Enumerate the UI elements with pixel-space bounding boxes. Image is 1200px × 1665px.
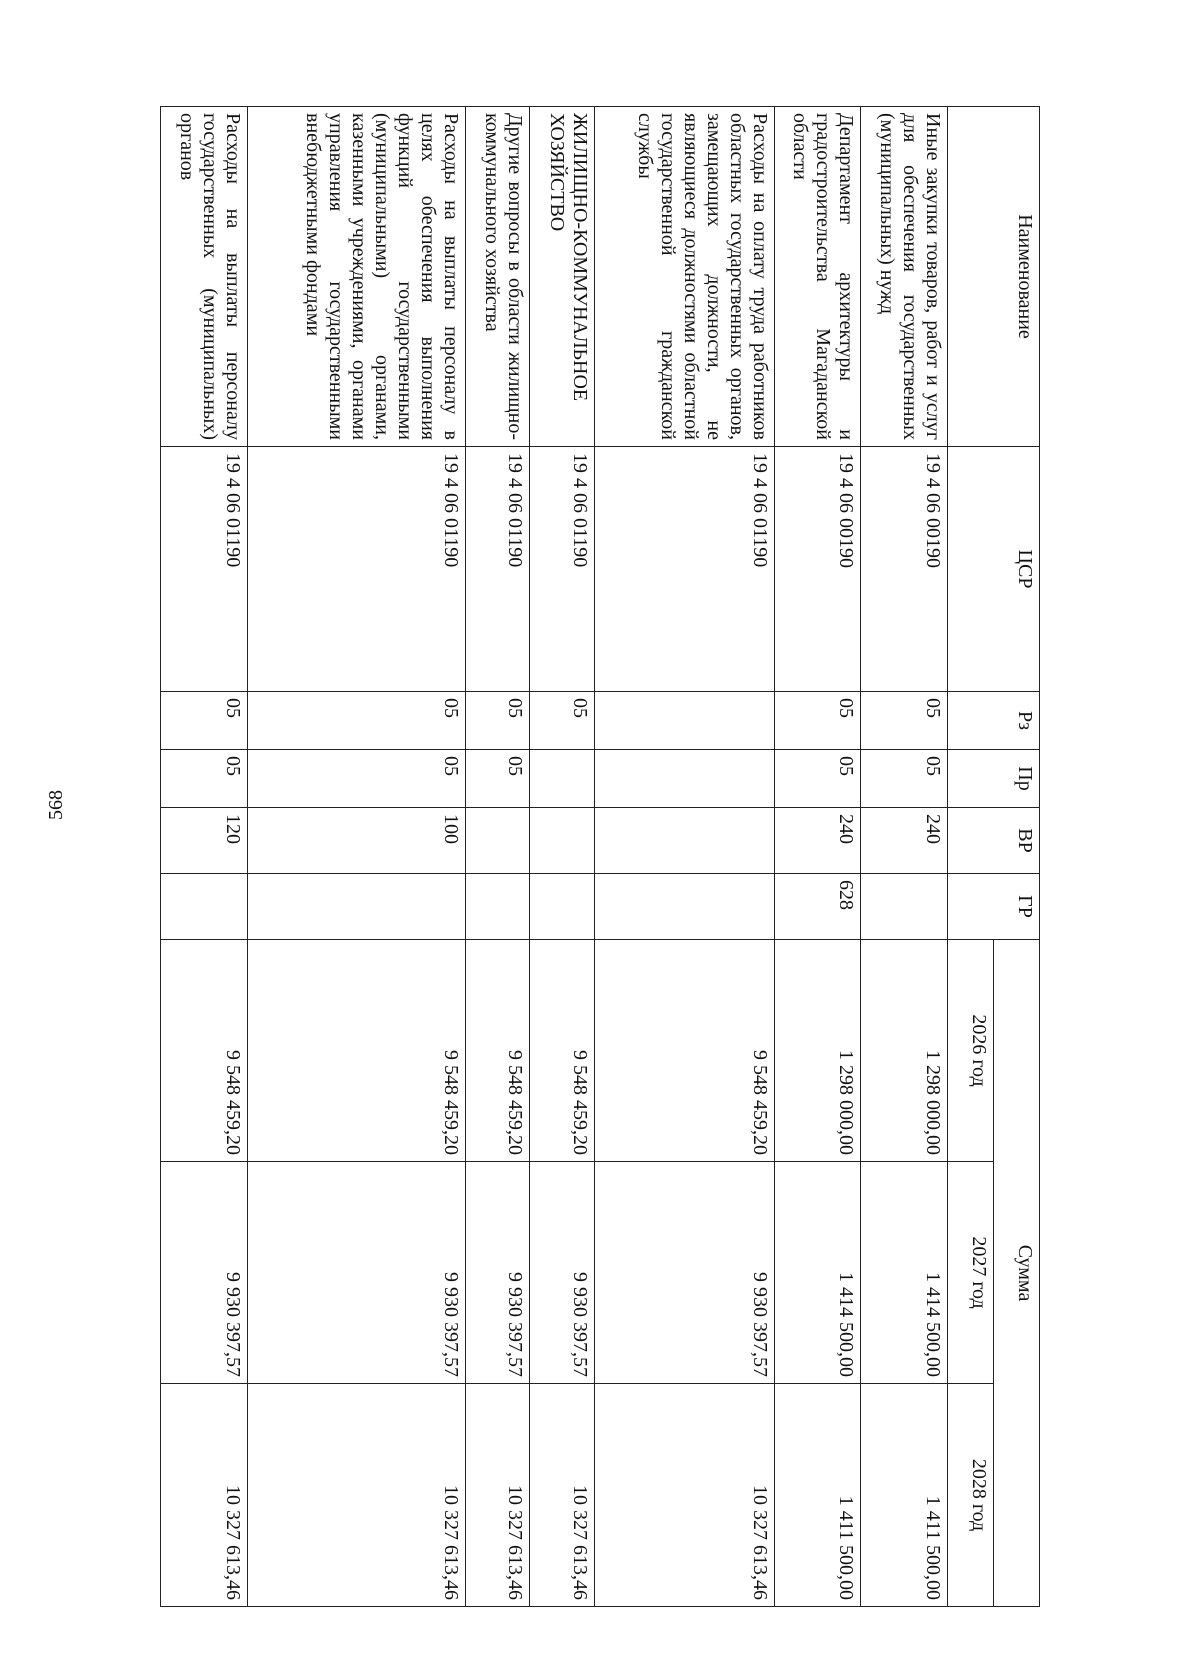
cell-2026: 1 298 000,00	[861, 940, 948, 1162]
cell-name: Расходы на выплаты персоналу в целях обеспечения выполнения функций государственными (муниципальными) органами, казенными учреждениями, органами управления государственными внебюджетными фондами	[247, 107, 465, 447]
cell-name: Расходы на оплату труда работников областных государственных органов, замещающих должности, не являющиеся должностями областной государственной гражданской службы	[594, 107, 774, 447]
header-name: Наименование	[948, 107, 1040, 447]
header-2028: 2028 год	[948, 1384, 994, 1607]
cell-rz: 05	[247, 692, 465, 750]
cell-rz: 05	[465, 692, 529, 750]
header-csr: ЦСР	[948, 447, 1040, 692]
table-row	[247, 107, 465, 1607]
cell-2028: 10 327 613,46	[530, 1384, 594, 1607]
rotated-table-container	[160, 106, 1040, 1606]
cell-name: Департамент архитектуры и градостроительства Магаданской области	[774, 107, 861, 447]
cell-2026: 9 548 459,20	[594, 940, 774, 1162]
cell-2028: 10 327 613,46	[161, 1384, 248, 1607]
header-pr: Пр	[948, 750, 1040, 808]
header-sum: Сумма	[994, 940, 1040, 1607]
cell-gr	[530, 874, 594, 940]
cell-2026: 9 548 459,20	[247, 940, 465, 1162]
cell-2027: 9 930 397,57	[530, 1162, 594, 1384]
cell-name: Иные закупки товаров, работ и услуг для обеспечения государственных (муниципальных) нужд	[861, 107, 948, 447]
cell-csr: 19 4 06 01190	[247, 447, 465, 692]
cell-2026: 9 548 459,20	[161, 940, 248, 1162]
table-row	[594, 107, 774, 1607]
cell-2027: 9 930 397,57	[247, 1162, 465, 1384]
cell-gr	[861, 874, 948, 940]
page-number: 568	[45, 790, 67, 820]
cell-gr	[594, 874, 774, 940]
cell-vr: 240	[774, 808, 861, 874]
cell-2026: 9 548 459,20	[465, 940, 529, 1162]
header-2027: 2027 год	[948, 1162, 994, 1384]
cell-pr: 05	[161, 750, 248, 808]
cell-rz: 05	[530, 692, 594, 750]
cell-gr: 628	[774, 874, 861, 940]
cell-vr	[594, 808, 774, 874]
cell-pr: 05	[465, 750, 529, 808]
cell-pr	[594, 750, 774, 808]
cell-pr: 05	[861, 750, 948, 808]
cell-csr: 19 4 06 01190	[530, 447, 594, 692]
cell-vr: 120	[161, 808, 248, 874]
cell-2028: 1 411 500,00	[861, 1384, 948, 1607]
header-row-top	[994, 107, 1040, 1607]
cell-2028: 10 327 613,46	[594, 1384, 774, 1607]
table-row	[530, 107, 594, 1607]
cell-2027: 9 930 397,57	[161, 1162, 248, 1384]
table-row	[861, 107, 948, 1607]
header-2026: 2026 год	[948, 940, 994, 1162]
cell-name: Другие вопросы в области жилищно-коммунального хозяйства	[465, 107, 529, 447]
cell-gr	[247, 874, 465, 940]
cell-gr	[161, 874, 248, 940]
cell-rz: 05	[861, 692, 948, 750]
cell-vr: 100	[247, 808, 465, 874]
cell-vr	[465, 808, 529, 874]
cell-csr: 19 4 06 00190	[774, 447, 861, 692]
cell-csr: 19 4 06 01190	[594, 447, 774, 692]
header-rz: Рз	[948, 692, 1040, 750]
cell-pr: 05	[247, 750, 465, 808]
cell-2028: 10 327 613,46	[465, 1384, 529, 1607]
cell-rz: 05	[774, 692, 861, 750]
cell-2026: 9 548 459,20	[530, 940, 594, 1162]
cell-csr: 19 4 06 01190	[161, 447, 248, 692]
cell-2027: 1 414 500,00	[774, 1162, 861, 1384]
cell-vr	[530, 808, 594, 874]
cell-2027: 1 414 500,00	[861, 1162, 948, 1384]
cell-2028: 1 411 500,00	[774, 1384, 861, 1607]
cell-rz	[594, 692, 774, 750]
header-vr: ВР	[948, 808, 1040, 874]
budget-table	[160, 106, 1040, 1607]
cell-pr: 05	[774, 750, 861, 808]
cell-name: ЖИЛИЩНО-КОММУНАЛЬНОЕ ХОЗЯЙСТВО	[530, 107, 594, 447]
cell-csr: 19 4 06 01190	[465, 447, 529, 692]
table-row	[465, 107, 529, 1607]
header-gr: ГР	[948, 874, 1040, 940]
table-row	[161, 107, 248, 1607]
cell-vr: 240	[861, 808, 948, 874]
cell-rz: 05	[161, 692, 248, 750]
cell-2027: 9 930 397,57	[594, 1162, 774, 1384]
cell-csr: 19 4 06 00190	[861, 447, 948, 692]
cell-name: Расходы на выплаты персоналу государственных (муниципальных) органов	[161, 107, 248, 447]
cell-gr	[465, 874, 529, 940]
table-row	[774, 107, 861, 1607]
cell-2027: 9 930 397,57	[465, 1162, 529, 1384]
cell-pr	[530, 750, 594, 808]
cell-2026: 1 298 000,00	[774, 940, 861, 1162]
cell-2028: 10 327 613,46	[247, 1384, 465, 1607]
